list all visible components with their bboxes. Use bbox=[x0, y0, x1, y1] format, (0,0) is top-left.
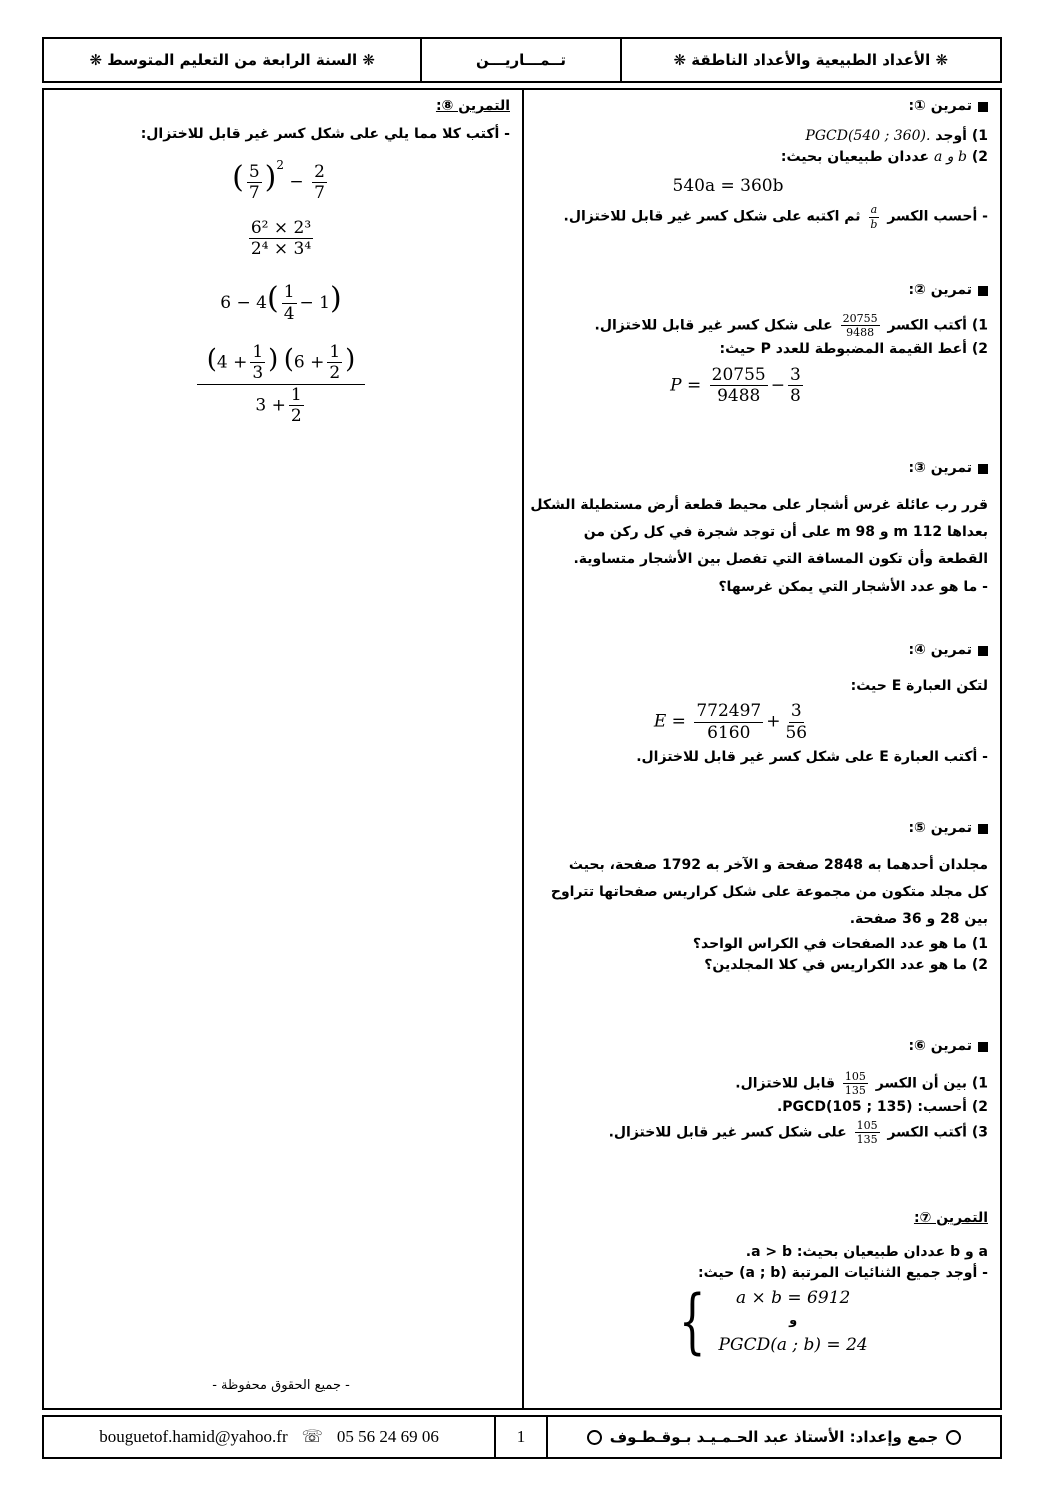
exercise-4: تمرين ④: لتكن العبارة E حيث: E = $\frac{772497}{6160}$ + $\frac{3}{56}$ - أكتب العبارة E على شكل كسر غير قابل للاختزال. bbox=[528, 640, 988, 769]
page-footer bbox=[42, 1415, 1002, 1459]
page-number: 1 bbox=[496, 1417, 548, 1457]
header-topic: ❋ الأعداد الطبيعية والأعداد الناطقة ❋ bbox=[620, 39, 1000, 81]
fraction: $\frac{20755}{9488}$ bbox=[842, 311, 878, 339]
contact-info bbox=[44, 1417, 496, 1457]
expression-2: $\frac{\text{6² × 2³}}{\text{2⁴ × 3⁴}}$ bbox=[250, 217, 312, 260]
square-bullet-icon bbox=[978, 646, 988, 656]
email: bouguetof.hamid@yahoo.fr bbox=[99, 1427, 288, 1446]
expression-4: (4 + $\frac{1}{3}$ ) (6 + $\frac{1}{2}$ ) 3 + $\frac{1}{2}$ bbox=[52, 342, 510, 427]
fraction: $\frac{a}{b}$ bbox=[870, 203, 878, 231]
column-divider bbox=[522, 88, 524, 1410]
exercise-5: تمرين ⑤: مجلدان أحدهما به 2848 صفحة و الآخر به 1792 صفحة، بحيث كل مجلد متكون من مجموعة على شكل كراريس صفحاتها تتراوح بين 28 و 36 صفحة. 1) ما هو عدد الصفحات في الكراس الواحد؟ 2) ما هو عدد الكراريس في كلا المجلدين؟ bbox=[550, 820, 988, 974]
fraction: $\frac{105}{135}$ bbox=[856, 1118, 878, 1146]
exercise-3: تمرين ③: قرر رب عائلة غرس أشجار على محيط قطعة أرض مستطيلة الشكل بعداها 112 m و 98 m على أن توجد شجرة في كل ركن من القطعة وأن تكون المسافة التي تفصل بين الأشجار متساوية. - ما هو عدد الأشجار التي يمكن غرسها؟ bbox=[530, 460, 988, 595]
exercise-title: تمرين ①: bbox=[528, 96, 988, 118]
expression-1: ( $\frac{5}{7}$ )$^2$ − $\frac{2}{7}$ bbox=[232, 158, 325, 204]
rights-notice: - جميع الحقوق محفوظة - bbox=[212, 1378, 350, 1393]
brace-icon: { bbox=[678, 1280, 706, 1363]
phone-number: 05 56 24 69 06 bbox=[336, 1427, 439, 1446]
square-bullet-icon bbox=[978, 1042, 988, 1052]
exercise-1: تمرين ①: 1) أوجد PGCD(540 ; 360). 2) a و b عددان طبيعيان بحيث: 540a = 360b - أحسب الكسر $\frac{a}{b}$ ثم اكتبه على شكل كسر غير قابل للاختزال. bbox=[528, 96, 988, 231]
equation: E = $\frac{772497}{6160}$ + $\frac{3}{56}$ bbox=[653, 701, 808, 743]
left-column: التمرين ⑧: - أكتب كلا مما يلي على شكل كسر غير قابل للاختزال: ( $\frac{5}{7}$ )$^2$ − $\frac{2}{7}$ $\frac{\text{6² × 2³}}{\text{2⁴ × 3⁴}}$ 6 − 4( $\frac{1}{4}$ − 1) (4 + $\frac{1}{3}$ ) (6 + $\frac{1}{2}$ ) 3 + $\frac{1}{2}$ bbox=[52, 96, 510, 431]
equation: P = $\frac{20755}{9488}$ − $\frac{3}{8}$ bbox=[670, 364, 801, 407]
exercise-7: التمرين ⑦: a و b عددان طبيعيان بحيث: a > b. - أوجد جميع الثنائيات المرتبة (a ; b) حيث: { a × b = 6912 و PGCD(a ; b) = 24 bbox=[528, 1208, 988, 1358]
square-bullet-icon bbox=[978, 824, 988, 834]
author-credit: جمع وإعداد: الأستاذ عبد الحـمـيـد بـوقـطـوف bbox=[548, 1417, 1000, 1457]
circle-icon bbox=[587, 1430, 602, 1445]
phone-icon: ☏ bbox=[301, 1427, 323, 1446]
header-level: ❋ السنة الرابعة من التعليم المتوسط ❋ bbox=[89, 51, 375, 69]
square-bullet-icon bbox=[978, 286, 988, 296]
exercise-2: تمرين ②: 1) أكتب الكسر $\frac{20755}{9488}$ على شكل كسر غير قابل للاختزال. 2) أعط القيمة المضبوطة للعدد P حيث: P = $\frac{20755}{9488}$ − $\frac{3}{8}$ bbox=[528, 280, 988, 411]
exercise-6: تمرين ⑥: 1) بين أن الكسر $\frac{105}{135}$ قابل للاختزال. 2) أحسب: PGCD(105 ; 135). 3) أكتب الكسر $\frac{105}{135}$ على شكل كسر غير قابل للاختزال. bbox=[608, 1038, 988, 1146]
page-header bbox=[42, 37, 1002, 83]
fraction: $\frac{105}{135}$ bbox=[844, 1069, 866, 1097]
equation: 540a = 360b bbox=[672, 176, 784, 197]
expression-3: 6 − 4( $\frac{1}{4}$ − 1) bbox=[220, 280, 342, 324]
square-bullet-icon bbox=[978, 102, 988, 112]
header-exercises: تــمـــاريـــن bbox=[420, 39, 619, 81]
square-bullet-icon bbox=[978, 464, 988, 474]
system-of-equations: { a × b = 6912 و PGCD(a ; b) = 24 bbox=[678, 1280, 868, 1363]
circle-icon bbox=[946, 1430, 961, 1445]
